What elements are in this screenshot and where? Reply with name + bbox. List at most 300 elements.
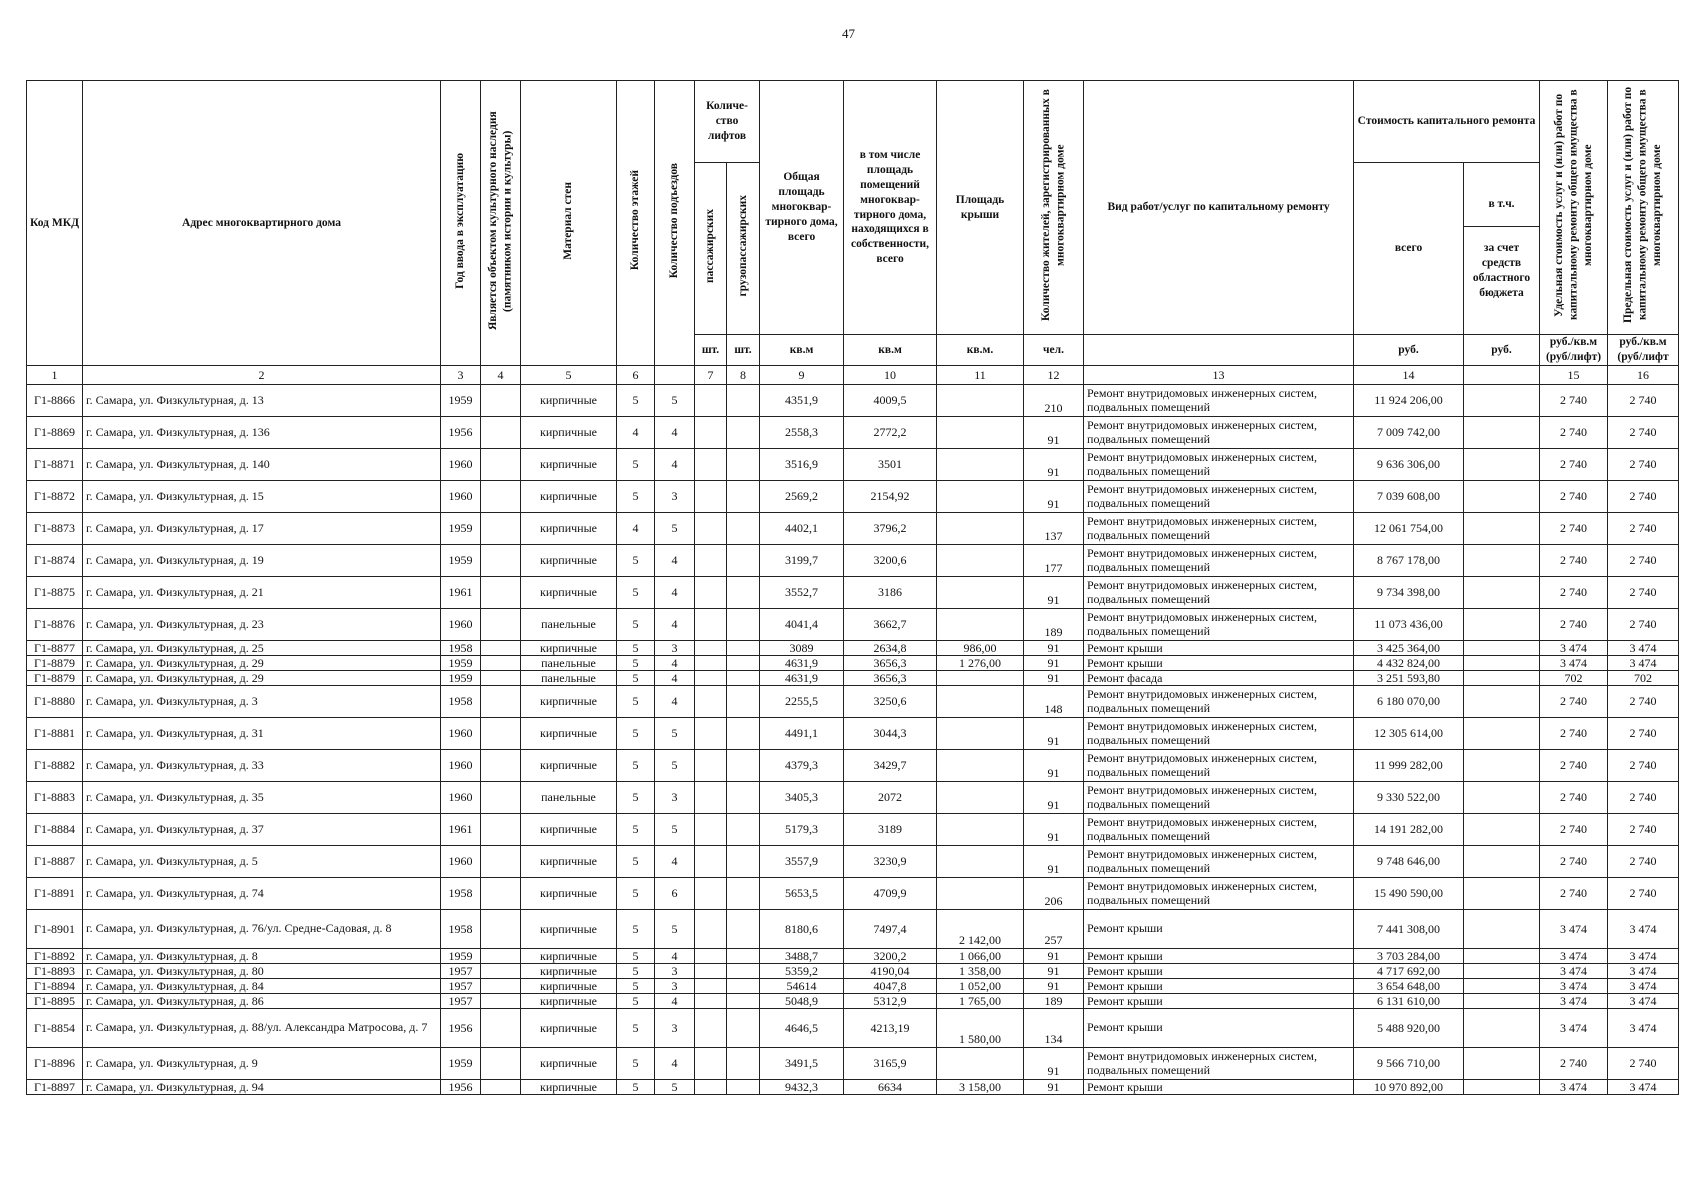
cell-roof-area xyxy=(937,718,1024,750)
cell-work: Ремонт внутридомовых инженерных систем, подвальных помещений xyxy=(1084,577,1354,609)
cell-entrances: 5 xyxy=(655,910,695,949)
cell-total-area: 3199,7 xyxy=(760,545,844,577)
cell-floors: 5 xyxy=(617,481,655,513)
cell-heritage xyxy=(481,449,521,481)
cell-entrances: 5 xyxy=(655,750,695,782)
cell-floors: 5 xyxy=(617,846,655,878)
table-row xyxy=(27,449,1679,481)
cell-regional xyxy=(1464,994,1540,1009)
cell-limit-cost: 2 740 xyxy=(1608,577,1679,609)
cell-work: Ремонт внутридомовых инженерных систем, подвальных помещений xyxy=(1084,814,1354,846)
cell-lifts-pass xyxy=(695,671,727,686)
cell-address: г. Самара, ул. Физкультурная, д. 19 xyxy=(83,545,441,577)
cell-unit-cost: 3 474 xyxy=(1540,979,1608,994)
cell-floors: 5 xyxy=(617,910,655,949)
cell-roof-area xyxy=(937,513,1024,545)
cell-year: 1960 xyxy=(441,449,481,481)
cell-code: Г1-8873 xyxy=(27,513,83,545)
cell-lifts-pass xyxy=(695,449,727,481)
cell-residents: 91 xyxy=(1024,1080,1084,1095)
cell-material: панельные xyxy=(521,782,617,814)
cell-cost-total: 7 441 308,00 xyxy=(1354,910,1464,949)
cell-unit-cost: 2 740 xyxy=(1540,1048,1608,1080)
cell-heritage xyxy=(481,994,521,1009)
cell-heritage xyxy=(481,481,521,513)
cell-limit-cost: 2 740 xyxy=(1608,686,1679,718)
cell-year: 1960 xyxy=(441,481,481,513)
cell-residents: 206 xyxy=(1024,878,1084,910)
cell-work: Ремонт внутридомовых инженерных систем, подвальных помещений xyxy=(1084,609,1354,641)
cell-residents: 91 xyxy=(1024,718,1084,750)
cell-residents: 257 xyxy=(1024,910,1084,949)
cell-cost-total: 14 191 282,00 xyxy=(1354,814,1464,846)
unit-roof-area: кв.м. xyxy=(937,335,1024,366)
cell-lifts-pass xyxy=(695,994,727,1009)
header-lifts-cargo: грузопассажирских xyxy=(736,195,749,297)
header-including: в т.ч. xyxy=(1464,182,1539,227)
cell-total-area: 3557,9 xyxy=(760,846,844,878)
cell-owned-area: 3165,9 xyxy=(844,1048,937,1080)
cell-total-area: 4351,9 xyxy=(760,385,844,417)
unit-owned-area: кв.м xyxy=(844,335,937,366)
cell-roof-area xyxy=(937,1048,1024,1080)
cell-total-area: 2569,2 xyxy=(760,481,844,513)
cell-floors: 5 xyxy=(617,949,655,964)
cell-address: г. Самара, ул. Физкультурная, д. 80 xyxy=(83,964,441,979)
cell-floors: 5 xyxy=(617,994,655,1009)
cell-unit-cost: 3 474 xyxy=(1540,964,1608,979)
cell-year: 1960 xyxy=(441,782,481,814)
cell-cost-total: 4 717 692,00 xyxy=(1354,964,1464,979)
cell-lifts-pass xyxy=(695,979,727,994)
cell-total-area: 54614 xyxy=(760,979,844,994)
column-number: 8 xyxy=(727,366,760,385)
table-row xyxy=(27,994,1679,1009)
cell-material: кирпичные xyxy=(521,545,617,577)
cell-cost-total: 3 703 284,00 xyxy=(1354,949,1464,964)
cell-heritage xyxy=(481,671,521,686)
cell-material: кирпичные xyxy=(521,449,617,481)
cell-lifts-cargo xyxy=(727,385,760,417)
table-row xyxy=(27,1080,1679,1095)
cell-owned-area: 2072 xyxy=(844,782,937,814)
cell-work: Ремонт крыши xyxy=(1084,641,1354,656)
cell-limit-cost: 2 740 xyxy=(1608,417,1679,449)
cell-owned-area: 3662,7 xyxy=(844,609,937,641)
cell-lifts-pass xyxy=(695,949,727,964)
cell-cost-total: 8 767 178,00 xyxy=(1354,545,1464,577)
cell-roof-area: 1 358,00 xyxy=(937,964,1024,979)
cell-year: 1960 xyxy=(441,750,481,782)
cell-work: Ремонт внутридомовых инженерных систем, подвальных помещений xyxy=(1084,750,1354,782)
cell-material: кирпичные xyxy=(521,417,617,449)
cell-roof-area: 1 052,00 xyxy=(937,979,1024,994)
cell-floors: 5 xyxy=(617,545,655,577)
header-roof-area: Площадь крыши xyxy=(937,81,1024,335)
cell-floors: 5 xyxy=(617,1009,655,1048)
cell-limit-cost: 2 740 xyxy=(1608,545,1679,577)
cell-floors: 5 xyxy=(617,750,655,782)
cell-year: 1957 xyxy=(441,964,481,979)
cell-regional xyxy=(1464,949,1540,964)
cell-owned-area: 3044,3 xyxy=(844,718,937,750)
cell-heritage xyxy=(481,656,521,671)
cell-limit-cost: 3 474 xyxy=(1608,910,1679,949)
cell-code: Г1-8872 xyxy=(27,481,83,513)
cell-lifts-cargo xyxy=(727,577,760,609)
cell-code: Г1-8883 xyxy=(27,782,83,814)
cell-limit-cost: 2 740 xyxy=(1608,750,1679,782)
table-row xyxy=(27,782,1679,814)
unit-cost-total: руб. xyxy=(1354,335,1464,366)
header-limit-cost: Предельная стоимость услуг и (или) работ по капитальному ремонту общего имущества в многоквартирном доме xyxy=(1622,86,1664,324)
cell-unit-cost: 2 740 xyxy=(1540,513,1608,545)
cell-heritage xyxy=(481,750,521,782)
cell-material: панельные xyxy=(521,656,617,671)
cell-floors: 5 xyxy=(617,609,655,641)
cell-material: кирпичные xyxy=(521,385,617,417)
cell-cost-total: 12 061 754,00 xyxy=(1354,513,1464,545)
cell-roof-area xyxy=(937,878,1024,910)
cell-code: Г1-8881 xyxy=(27,718,83,750)
cell-address: г. Самара, ул. Физкультурная, д. 76/ул. Средне-Садовая, д. 8 xyxy=(83,910,441,949)
cell-limit-cost: 2 740 xyxy=(1608,814,1679,846)
cell-regional xyxy=(1464,782,1540,814)
cell-material: кирпичные xyxy=(521,814,617,846)
header-residents: Количество жителей, зарегистрированных в многоквартирном доме xyxy=(1040,89,1067,321)
cell-unit-cost: 2 740 xyxy=(1540,417,1608,449)
cell-cost-total: 15 490 590,00 xyxy=(1354,878,1464,910)
cell-regional xyxy=(1464,878,1540,910)
cell-regional xyxy=(1464,545,1540,577)
cell-work: Ремонт внутридомовых инженерных систем, подвальных помещений xyxy=(1084,385,1354,417)
cell-lifts-cargo xyxy=(727,994,760,1009)
cell-regional xyxy=(1464,750,1540,782)
cell-work: Ремонт внутридомовых инженерных систем, подвальных помещений xyxy=(1084,1048,1354,1080)
cell-residents: 91 xyxy=(1024,949,1084,964)
table-row xyxy=(27,846,1679,878)
cell-total-area: 3488,7 xyxy=(760,949,844,964)
column-number: 3 xyxy=(441,366,481,385)
cell-code: Г1-8882 xyxy=(27,750,83,782)
cell-total-area: 3552,7 xyxy=(760,577,844,609)
cell-lifts-pass xyxy=(695,814,727,846)
cell-material: кирпичные xyxy=(521,964,617,979)
cell-floors: 5 xyxy=(617,782,655,814)
cell-roof-area xyxy=(937,545,1024,577)
cell-floors: 4 xyxy=(617,513,655,545)
cell-entrances: 3 xyxy=(655,964,695,979)
cell-material: панельные xyxy=(521,609,617,641)
cell-work: Ремонт внутридомовых инженерных систем, подвальных помещений xyxy=(1084,417,1354,449)
cell-work: Ремонт крыши xyxy=(1084,949,1354,964)
header-material: Материал стен xyxy=(562,181,575,260)
cell-lifts-cargo xyxy=(727,964,760,979)
cell-lifts-pass xyxy=(695,1080,727,1095)
cell-limit-cost: 2 740 xyxy=(1608,513,1679,545)
cell-code: Г1-8892 xyxy=(27,949,83,964)
cell-entrances: 4 xyxy=(655,671,695,686)
cell-lifts-cargo xyxy=(727,910,760,949)
cell-regional xyxy=(1464,449,1540,481)
cell-material: кирпичные xyxy=(521,513,617,545)
cell-unit-cost: 2 740 xyxy=(1540,814,1608,846)
cell-limit-cost: 3 474 xyxy=(1608,979,1679,994)
table-row xyxy=(27,577,1679,609)
cell-owned-area: 3189 xyxy=(844,814,937,846)
column-number: 1 xyxy=(27,366,83,385)
cell-code: Г1-8901 xyxy=(27,910,83,949)
column-number: 14 xyxy=(1354,366,1464,385)
cell-heritage xyxy=(481,1048,521,1080)
cell-roof-area xyxy=(937,449,1024,481)
cell-roof-area xyxy=(937,846,1024,878)
cell-address: г. Самара, ул. Физкультурная, д. 37 xyxy=(83,814,441,846)
cell-floors: 5 xyxy=(617,964,655,979)
cell-limit-cost: 3 474 xyxy=(1608,994,1679,1009)
table-row xyxy=(27,979,1679,994)
cell-code: Г1-8894 xyxy=(27,979,83,994)
cell-cost-total: 5 488 920,00 xyxy=(1354,1009,1464,1048)
cell-regional xyxy=(1464,656,1540,671)
cell-work: Ремонт крыши xyxy=(1084,1009,1354,1048)
cell-address: г. Самара, ул. Физкультурная, д. 136 xyxy=(83,417,441,449)
cell-address: г. Самара, ул. Физкультурная, д. 35 xyxy=(83,782,441,814)
cell-lifts-cargo xyxy=(727,979,760,994)
cell-lifts-cargo xyxy=(727,481,760,513)
cell-year: 1959 xyxy=(441,949,481,964)
cell-lifts-pass xyxy=(695,609,727,641)
cell-code: Г1-8869 xyxy=(27,417,83,449)
cell-entrances: 4 xyxy=(655,994,695,1009)
cell-owned-area: 3656,3 xyxy=(844,671,937,686)
cell-lifts-cargo xyxy=(727,1009,760,1048)
cell-regional xyxy=(1464,385,1540,417)
cell-cost-total: 9 734 398,00 xyxy=(1354,577,1464,609)
cell-year: 1957 xyxy=(441,979,481,994)
cell-unit-cost: 2 740 xyxy=(1540,846,1608,878)
cell-entrances: 5 xyxy=(655,1080,695,1095)
cell-cost-total: 3 425 364,00 xyxy=(1354,641,1464,656)
cell-owned-area: 4047,8 xyxy=(844,979,937,994)
cell-limit-cost: 2 740 xyxy=(1608,718,1679,750)
cell-unit-cost: 2 740 xyxy=(1540,782,1608,814)
cell-work: Ремонт внутридомовых инженерных систем, подвальных помещений xyxy=(1084,545,1354,577)
cell-code: Г1-8876 xyxy=(27,609,83,641)
cell-regional xyxy=(1464,671,1540,686)
page-number: 47 xyxy=(842,26,855,41)
cell-regional xyxy=(1464,1048,1540,1080)
header-lifts: Количе-ство лифтов xyxy=(695,81,760,163)
cell-entrances: 4 xyxy=(655,1048,695,1080)
cell-floors: 5 xyxy=(617,1048,655,1080)
cell-address: г. Самара, ул. Физкультурная, д. 33 xyxy=(83,750,441,782)
cell-lifts-pass xyxy=(695,686,727,718)
unit-lifts-pass: шт. xyxy=(695,335,727,366)
cell-material: кирпичные xyxy=(521,994,617,1009)
cell-material: кирпичные xyxy=(521,718,617,750)
cell-limit-cost: 702 xyxy=(1608,671,1679,686)
cell-roof-area xyxy=(937,671,1024,686)
table-row xyxy=(27,910,1679,949)
cell-code: Г1-8884 xyxy=(27,814,83,846)
column-number xyxy=(655,366,695,385)
table-row xyxy=(27,878,1679,910)
header-cost: Стоимость капитального ремонта xyxy=(1354,81,1540,163)
cell-regional xyxy=(1464,846,1540,878)
cell-code: Г1-8897 xyxy=(27,1080,83,1095)
cell-regional xyxy=(1464,609,1540,641)
cell-total-area: 4631,9 xyxy=(760,656,844,671)
cell-year: 1959 xyxy=(441,1048,481,1080)
cell-lifts-cargo xyxy=(727,656,760,671)
cell-material: кирпичные xyxy=(521,1009,617,1048)
column-number: 5 xyxy=(521,366,617,385)
cell-unit-cost: 3 474 xyxy=(1540,641,1608,656)
column-number: 7 xyxy=(695,366,727,385)
cell-residents: 91 xyxy=(1024,846,1084,878)
cell-limit-cost: 3 474 xyxy=(1608,1009,1679,1048)
cell-limit-cost: 2 740 xyxy=(1608,481,1679,513)
table-row xyxy=(27,750,1679,782)
cell-heritage xyxy=(481,577,521,609)
cell-year: 1956 xyxy=(441,1080,481,1095)
cell-entrances: 4 xyxy=(655,949,695,964)
cell-limit-cost: 2 740 xyxy=(1608,782,1679,814)
cell-work: Ремонт крыши xyxy=(1084,1080,1354,1095)
cell-lifts-pass xyxy=(695,718,727,750)
cell-lifts-pass xyxy=(695,577,727,609)
cell-regional xyxy=(1464,513,1540,545)
cell-cost-total: 9 748 646,00 xyxy=(1354,846,1464,878)
cell-residents: 91 xyxy=(1024,449,1084,481)
cell-limit-cost: 3 474 xyxy=(1608,656,1679,671)
cell-code: Г1-8879 xyxy=(27,656,83,671)
cell-owned-area: 4009,5 xyxy=(844,385,937,417)
cell-lifts-cargo xyxy=(727,449,760,481)
cell-entrances: 5 xyxy=(655,385,695,417)
cell-address: г. Самара, ул. Физкультурная, д. 25 xyxy=(83,641,441,656)
cell-total-area: 2558,3 xyxy=(760,417,844,449)
cell-code: Г1-8854 xyxy=(27,1009,83,1048)
cell-code: Г1-8895 xyxy=(27,994,83,1009)
cell-residents: 91 xyxy=(1024,964,1084,979)
cell-floors: 5 xyxy=(617,671,655,686)
cell-heritage xyxy=(481,1009,521,1048)
cell-owned-area: 3186 xyxy=(844,577,937,609)
cell-lifts-cargo xyxy=(727,686,760,718)
cell-cost-total: 10 970 892,00 xyxy=(1354,1080,1464,1095)
cell-heritage xyxy=(481,609,521,641)
header-address: Адрес многоквартирного дома xyxy=(83,81,441,366)
cell-owned-area: 4190,04 xyxy=(844,964,937,979)
cell-heritage xyxy=(481,964,521,979)
cell-regional xyxy=(1464,417,1540,449)
cell-roof-area xyxy=(937,385,1024,417)
cell-address: г. Самара, ул. Физкультурная, д. 29 xyxy=(83,671,441,686)
cell-year: 1961 xyxy=(441,814,481,846)
cell-heritage xyxy=(481,910,521,949)
cell-total-area: 3516,9 xyxy=(760,449,844,481)
cell-total-area: 8180,6 xyxy=(760,910,844,949)
cell-address: г. Самара, ул. Физкультурная, д. 3 xyxy=(83,686,441,718)
header-entrances: Количество подъездов xyxy=(668,162,681,279)
cell-total-area: 5048,9 xyxy=(760,994,844,1009)
cell-material: кирпичные xyxy=(521,577,617,609)
cell-lifts-cargo xyxy=(727,641,760,656)
header-code: Код МКД xyxy=(27,81,83,366)
header-heritage: Является объектом культурного наследия (памятником истории и культуры) xyxy=(487,111,514,330)
cell-work: Ремонт крыши xyxy=(1084,910,1354,949)
cell-residents: 91 xyxy=(1024,671,1084,686)
cell-residents: 91 xyxy=(1024,481,1084,513)
column-number: 15 xyxy=(1540,366,1608,385)
cell-floors: 5 xyxy=(617,718,655,750)
cell-unit-cost: 2 740 xyxy=(1540,686,1608,718)
cell-total-area: 5359,2 xyxy=(760,964,844,979)
cell-year: 1958 xyxy=(441,878,481,910)
cell-roof-area xyxy=(937,782,1024,814)
cell-year: 1959 xyxy=(441,671,481,686)
cell-roof-area xyxy=(937,417,1024,449)
table-row xyxy=(27,671,1679,686)
cell-heritage xyxy=(481,641,521,656)
cell-total-area: 2255,5 xyxy=(760,686,844,718)
column-number xyxy=(1464,366,1540,385)
column-numbers-row xyxy=(27,366,1679,385)
cell-owned-area: 6634 xyxy=(844,1080,937,1095)
cell-work: Ремонт внутридомовых инженерных систем, подвальных помещений xyxy=(1084,878,1354,910)
cell-total-area: 5179,3 xyxy=(760,814,844,846)
cell-lifts-pass xyxy=(695,1009,727,1048)
cell-address: г. Самара, ул. Физкультурная, д. 8 xyxy=(83,949,441,964)
cell-heritage xyxy=(481,949,521,964)
cell-lifts-pass xyxy=(695,750,727,782)
cell-owned-area: 7497,4 xyxy=(844,910,937,949)
cell-work: Ремонт внутридомовых инженерных систем, подвальных помещений xyxy=(1084,846,1354,878)
cell-year: 1958 xyxy=(441,686,481,718)
cell-regional xyxy=(1464,910,1540,949)
cell-heritage xyxy=(481,1080,521,1095)
cell-heritage xyxy=(481,417,521,449)
table-row xyxy=(27,814,1679,846)
table-row xyxy=(27,417,1679,449)
cell-lifts-cargo xyxy=(727,513,760,545)
cell-unit-cost: 2 740 xyxy=(1540,449,1608,481)
cell-entrances: 4 xyxy=(655,417,695,449)
cell-owned-area: 3250,6 xyxy=(844,686,937,718)
cell-roof-area: 1 066,00 xyxy=(937,949,1024,964)
cell-regional xyxy=(1464,577,1540,609)
cell-work: Ремонт фасада xyxy=(1084,671,1354,686)
cell-unit-cost: 2 740 xyxy=(1540,750,1608,782)
header-regional-budget: за счет средств областного бюджета xyxy=(1472,242,1531,299)
cell-material: кирпичные xyxy=(521,910,617,949)
cell-address: г. Самара, ул. Физкультурная, д. 17 xyxy=(83,513,441,545)
cell-total-area: 4402,1 xyxy=(760,513,844,545)
header-cost-total: всего xyxy=(1354,163,1464,335)
column-number: 11 xyxy=(937,366,1024,385)
unit-total-area: кв.м xyxy=(760,335,844,366)
table-row xyxy=(27,481,1679,513)
cell-work: Ремонт внутридомовых инженерных систем, подвальных помещений xyxy=(1084,686,1354,718)
header-owned-area: в том числе площадь помещений многоквар-тирного дома, находящихся в собственности, всего xyxy=(844,81,937,335)
cell-entrances: 4 xyxy=(655,545,695,577)
cell-residents: 189 xyxy=(1024,994,1084,1009)
table-row xyxy=(27,1048,1679,1080)
cell-heritage xyxy=(481,846,521,878)
cell-code: Г1-8896 xyxy=(27,1048,83,1080)
